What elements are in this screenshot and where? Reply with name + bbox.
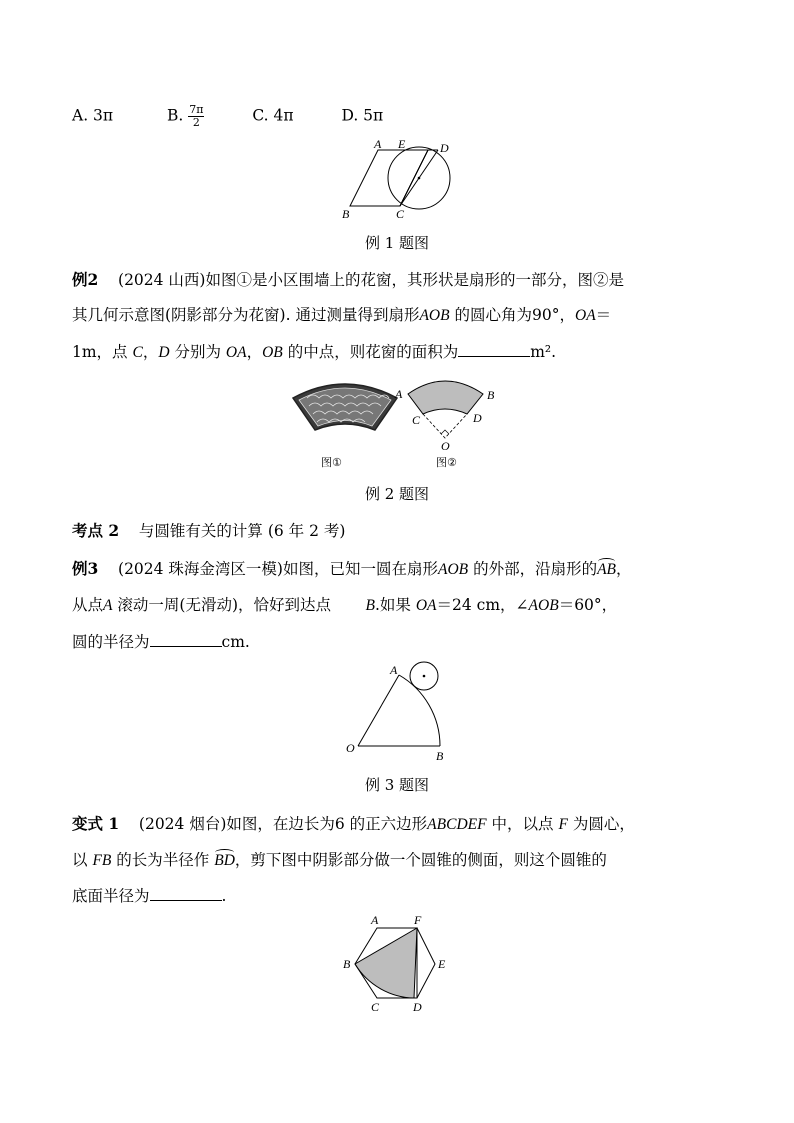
figure-4-hexagon (340, 912, 455, 1017)
ex2-l2-aob: AOB (419, 307, 450, 324)
fig2-point-c: C (412, 413, 421, 427)
ex3-l2-a: A (103, 597, 113, 614)
v1-l2b: 的长为半径作 (111, 851, 215, 869)
ex2-l3g: 的中点，则花窗的面积为 (282, 343, 459, 361)
ex2-l2b: 的圆心角为90°， (449, 306, 575, 324)
v1-l1-abcdef: ABCDEF (427, 816, 487, 833)
ex3-l2-aob: AOB (528, 597, 559, 614)
v1-l2a: 以 (72, 851, 93, 869)
ex2-l3e: 分别为 (169, 343, 226, 361)
v1-l3a: 底面半径为 (72, 887, 150, 905)
fig2-label-2: 图② (436, 456, 457, 469)
example-2-text-1: (2024 山西)如图①是小区围墙上的花窗，其形状是扇形的一部分，图②是 (118, 271, 624, 289)
example-2-line-1 (72, 268, 624, 290)
answer-blank[interactable] (150, 886, 222, 901)
figure-2-fan-window (285, 372, 510, 472)
fig1-label-b: B (342, 207, 350, 221)
variant-1-line-2 (72, 848, 607, 870)
ex3-l2b: 滚动一周(无滑动)，恰好到达点 (112, 596, 332, 614)
v1-l2c: ，剪下图中阴影部分做一个圆锥的侧面，则这个圆锥的 (234, 851, 607, 869)
ex3-l1c: ， (616, 560, 632, 578)
figure-3-sector-circle (340, 658, 460, 768)
ex3-l1a: (2024 珠海金湾区一模)如图，已知一圆在扇形 (118, 560, 438, 578)
v1-arc-bd: BD (214, 852, 235, 869)
v1-l2-fb: FB (92, 852, 112, 869)
v1-l1c: 为圆心， (567, 815, 635, 833)
fig1-label-e: E (398, 138, 406, 151)
ex2-l3-d: D (158, 344, 170, 361)
fig1-label-c: C (396, 207, 405, 221)
ex2-l3-unit: m². (530, 343, 557, 361)
v1-l1-f: F (558, 816, 568, 833)
example-3-line-1 (72, 557, 632, 579)
variant-1-line-1 (72, 812, 635, 834)
fig3-point-o: O (346, 741, 355, 755)
example-2-line-3 (72, 340, 556, 362)
ex3-l3-unit: cm. (221, 633, 250, 651)
ex3-l2c: .如果 (374, 596, 416, 614)
example-3-line-2 (72, 593, 617, 615)
ex3-l2d: ＝24 cm，∠ (436, 596, 529, 614)
example-2-tag: 例2 (72, 270, 99, 289)
option-b-fraction (188, 104, 204, 129)
option-a: A. 3π (72, 106, 114, 125)
ex2-l3f: ， (246, 343, 263, 361)
v1-l1a: (2024 烟台)如图，在边长为6 的正六边形 (138, 815, 428, 833)
figure-1-caption: 例 1 题图 (364, 234, 430, 252)
v1-l1b: 中，以点 (486, 815, 559, 833)
figure-2-caption: 例 2 题图 (364, 485, 430, 503)
option-b-prefix: B. (166, 106, 184, 125)
option-d: D. 5π (341, 106, 384, 125)
ex3-arc-ab: AB (597, 561, 617, 578)
example-3-line-3 (72, 630, 250, 652)
fig4-point-f: F (414, 913, 422, 927)
fig4-point-a: A (371, 913, 379, 927)
answer-blank[interactable] (458, 342, 530, 357)
ex3-l2-b: B (365, 597, 375, 614)
ex3-l1b: 的外部，沿扇形的 (468, 560, 598, 578)
figure-3-caption: 例 3 题图 (364, 776, 430, 794)
fig2-point-a: A (395, 387, 403, 401)
fig2-point-o: O (441, 439, 450, 453)
answer-blank[interactable] (150, 632, 222, 647)
answer-options (72, 104, 383, 129)
fig4-point-d: D (413, 1000, 422, 1014)
variant-1-line-3 (72, 884, 226, 906)
ex2-l3a: 1m，点 (72, 343, 133, 361)
figure-1-parallelogram-circle (330, 138, 460, 222)
fig3-point-b: B (436, 749, 444, 763)
section-tag: 考点 2 (72, 521, 120, 540)
fig2-point-b: B (487, 388, 495, 402)
fig1-label-d: D (440, 141, 449, 155)
ex2-l2a: 其几何示意图(阴影部分为花窗). 通过测量得到扇形 (72, 306, 420, 324)
option-b-denominator: 2 (192, 116, 200, 129)
option-c: C. 4π (252, 106, 294, 125)
ex3-l2-oa: OA (415, 597, 437, 614)
v1-l3b: . (221, 887, 227, 905)
ex2-l3-c: C (132, 344, 143, 361)
fig3-point-a: A (390, 663, 398, 677)
fig2-point-d: D (473, 411, 482, 425)
fig4-point-e: E (438, 957, 446, 971)
fig2-label-1: 图① (321, 456, 342, 469)
ex2-l3b: ， (142, 343, 159, 361)
ex2-l3-oa: OA (225, 344, 247, 361)
section-title: 与圆锥有关的计算 (6 年 2 考) (138, 522, 346, 540)
fig4-point-b: B (343, 957, 351, 971)
option-b-numerator: 7π (189, 103, 204, 116)
section-heading (72, 519, 345, 541)
ex2-l2c: ＝ (595, 306, 612, 324)
ex2-l2-oa: OA (575, 307, 596, 324)
ex3-l1-aob: AOB (438, 561, 469, 578)
fig4-point-c: C (371, 1000, 380, 1014)
ex3-l3a: 圆的半径为 (72, 633, 150, 651)
variant-1-tag: 变式 1 (72, 814, 120, 833)
fig1-label-a: A (374, 138, 382, 151)
ex3-l2a: 从点 (72, 596, 104, 614)
example-2-line-2 (72, 303, 611, 325)
example-3-tag: 例3 (72, 559, 99, 578)
ex2-l3-ob: OB (262, 344, 283, 361)
ex3-l2e: ＝60°， (558, 596, 618, 614)
